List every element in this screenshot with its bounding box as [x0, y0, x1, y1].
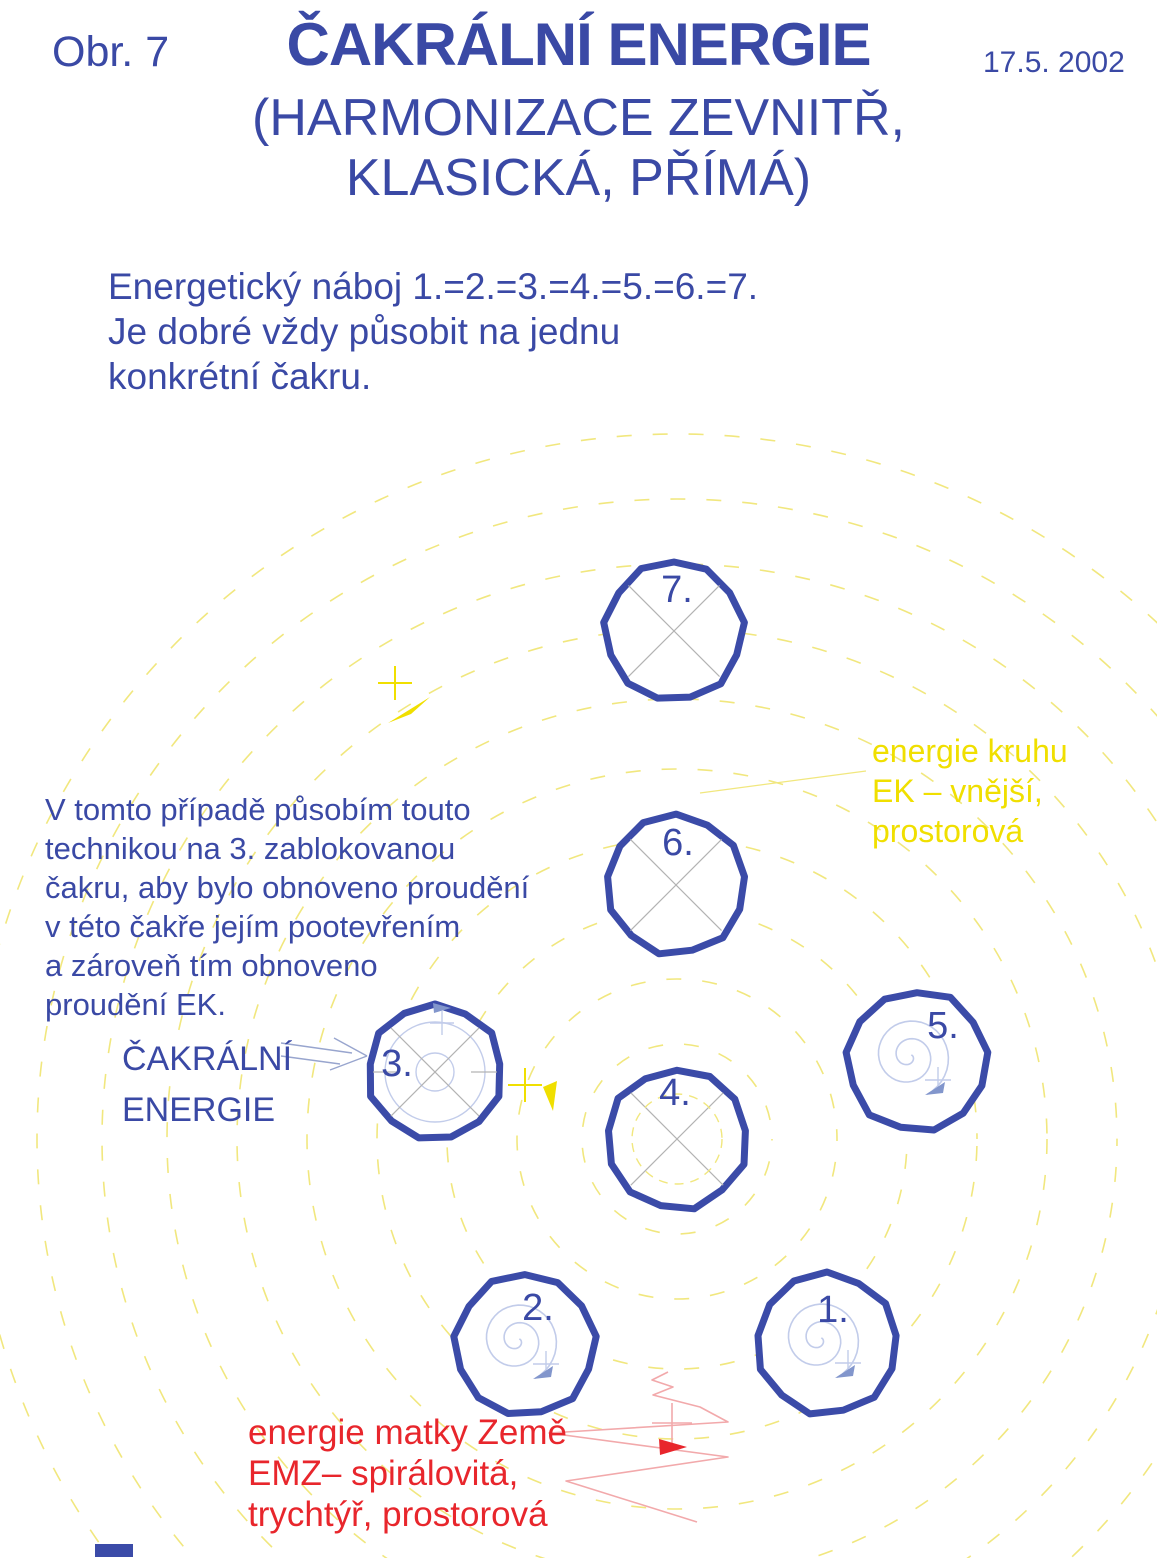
intro-text [108, 264, 758, 399]
emz-direction-arrow [659, 1439, 687, 1455]
ek-ring [37, 499, 1157, 1558]
emz-energy-label [248, 1412, 567, 1535]
ek-label-line: energie kruhu [872, 733, 1068, 769]
case-note-line: čakru, aby bylo obnoveno proudění [45, 870, 530, 905]
ek-label-line: EK – vnější, [872, 773, 1043, 809]
emz-label-line: trychtýř, prostorová [248, 1495, 548, 1534]
page-date: 17.5. 2002 [983, 46, 1125, 79]
page-edge-mark [95, 1544, 133, 1557]
chakra-number-5: 5. [927, 1005, 959, 1047]
ek-label-line: prostorová [872, 813, 1024, 849]
chakra-number-4: 4. [659, 1072, 691, 1114]
chakral-energy-label [122, 1034, 292, 1136]
chakral-energy-label-line: ČAKRÁLNÍ [122, 1040, 293, 1078]
case-note-text [45, 790, 529, 1024]
case-note-line: V tomto případě působím touto [45, 792, 471, 827]
figure-label: Obr. 7 [52, 28, 170, 76]
page-subtitle-line2: KLASICKÁ, PŘÍMÁ) [345, 149, 812, 207]
chakra-number-7: 7. [661, 569, 693, 611]
intro-line: Energetický náboj 1.=2.=3.=4.=5.=6.=7. [108, 266, 759, 307]
chakra-circle-5 [846, 993, 988, 1130]
case-note-line: proudění EK. [45, 987, 226, 1022]
chakra-number-6: 6. [662, 822, 694, 864]
chakral-energy-label-line: ENERGIE [122, 1091, 276, 1129]
chakra-number-3: 3. [381, 1043, 413, 1085]
ek-energy-label [872, 731, 1068, 851]
emz-label-line: energie matky Země [248, 1413, 568, 1452]
ek-label-leader-line [700, 771, 866, 793]
chakra-number-1: 1. [817, 1289, 849, 1331]
intro-line: konkrétní čakru. [108, 356, 372, 397]
page-subtitle-line1: (HARMONIZACE ZEVNITŘ, [252, 89, 905, 147]
case-note-line: a zároveň tím obnoveno [45, 948, 378, 983]
case-note-line: v této čakře jejím pootevřením [45, 909, 461, 944]
case-note-line: technikou na 3. zablokovanou [45, 831, 456, 866]
page-title: ČAKRÁLNÍ ENERGIE [286, 11, 871, 78]
emz-label-line: EMZ– spirálovitá, [248, 1454, 519, 1493]
ek-direction-arrow [543, 1081, 557, 1111]
chakra-number-2: 2. [522, 1287, 554, 1329]
ek-direction-arrow [388, 697, 430, 723]
intro-line: Je dobré vždy působit na jednu [108, 311, 621, 352]
